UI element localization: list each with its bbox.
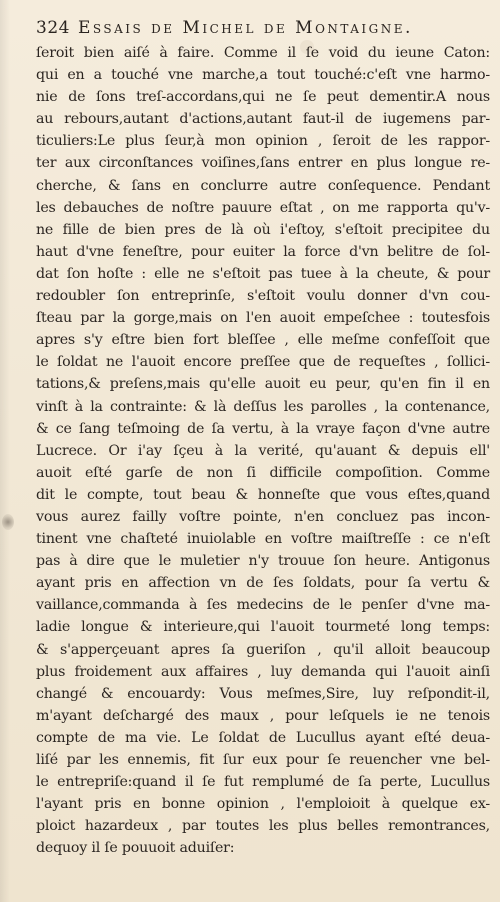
text-line: qui en a touché vne marche,a tout touché:c'eſt vne harmo- (36, 67, 490, 84)
text-line: dequoy il ſe pouuoit aduiſer: (36, 840, 235, 857)
text-line: ayant pris en affection vn de ſes ſoldats, pour ſa vertu & (36, 575, 490, 592)
text-line: vous aurez failly voſtre pointe, n'en concluez pas incon- (36, 508, 490, 525)
text-line: nie de ſons treſ-accordans,qui ne ſe peut dementir.A nous (36, 89, 490, 106)
text-line: Lucrece. Or i'ay ſçeu à la verité, qu'auant & depuis ell' (36, 442, 490, 459)
text-line: vinſt à la contrainte: & là deſſus les parolles , la contenance, (36, 398, 490, 415)
text-line: liſé par les ennemis, fit ſur eux pour ſe reuencher vne bel- (36, 752, 490, 768)
text-line: haut d'vne feneſtre, pour euiter la force d'vn belitre de ſol- (36, 243, 490, 260)
text-line: apres s'y eſtre bien fort bleſſee , elle meſme confeſſoit que (36, 332, 490, 349)
text-line: m'ayant deſchargé des maux , pour leſquels ie ne tenois (36, 707, 490, 724)
text-line: l'ayant pris en bonne opinion , l'emploioit à quelque ex- (36, 796, 490, 813)
text-line: dit le compte, tout beau & honneſte que vous eſtes,quand (36, 486, 490, 503)
text-line: ſteau par la gorge,mais on l'en auoit empeſchee : toutesfois (36, 310, 490, 327)
page-number: 324 (36, 18, 70, 38)
page-edge-shadow (0, 0, 10, 902)
running-head: Essais de Michel de Montaigne. (78, 18, 413, 38)
ink-blot (2, 514, 14, 530)
text-line: & ce ſang teſmoing de ſa vertu, à la vraye façon d'vne autre (36, 420, 490, 437)
body-text (36, 42, 490, 859)
text-line: tations,& preſens,mais qu'elle auoit eu peur, qu'en fin il en (36, 376, 490, 393)
text-line: ploict hazardeux , par toutes les plus belles remontrances, (36, 818, 490, 835)
text-line: le entrepriſe:quand il ſe fut remplumé de ſa perte, Lucullus (36, 774, 490, 791)
text-line: compte de ma vie. Le ſoldat de Lucullus ayant eſté deua- (36, 729, 490, 746)
text-line: vaillance,commanda à ſes medecins de le penſer d'vne ma- (36, 597, 490, 614)
text-line: pas à dire que le muletier n'y trouue ſon heure. Antigonus (36, 553, 490, 570)
text-line: les debauches de noſtre pauure eſtat , on me rapporta qu'v- (36, 199, 490, 216)
text-line: dat ſon hoſte : elle ne s'eſtoit pas tuee à la cheute, & pour (36, 265, 490, 282)
text-line: ladie longue & interieure,qui l'auoit tourmeté long temps: (36, 619, 490, 636)
text-line: redoubler ſon entreprinſe, s'eſtoit voulu donner d'vn cou- (36, 288, 490, 305)
text-line: ticuliers:Le plus ſeur,à mon opinion , ſeroit de les rappor- (36, 133, 490, 150)
text-line: plus froidement aux affaires , luy demanda qui l'auoit ainſi (36, 663, 490, 680)
text-line: & s'apperçeuant apres ſa gueriſon , qu'il alloit beaucoup (36, 641, 490, 658)
text-line: auoit eſté garſe de non ſi difficile compoſition. Comme (36, 464, 490, 481)
text-line: le ſoldat ne l'auoit encore preſſee que de requeſtes , ſollici- (36, 354, 490, 371)
text-line: cherche, & ſans en conclurre autre conſequence. Pendant (36, 177, 490, 194)
text-line: ter aux circonſtances voiſines,ſans entrer en plus longue re- (36, 155, 490, 172)
text-line: ne fille de bien pres de là où i'eſtoy, s'eſtoit precipitee du (36, 221, 490, 238)
text-line: changé & encouardy: Vous meſmes,Sire, luy reſpondit-il, (36, 685, 490, 702)
text-line: ſeroit bien aiſé à faire. Comme il ſe void du ieune Caton: (36, 45, 490, 61)
text-line: au rebours,autant d'actions,autant faut-il de iugemens par- (36, 111, 490, 128)
text-line: tinent vne chaſteté inuiolable en voſtre maiſtreſſe : ce n'eſt (36, 531, 490, 548)
